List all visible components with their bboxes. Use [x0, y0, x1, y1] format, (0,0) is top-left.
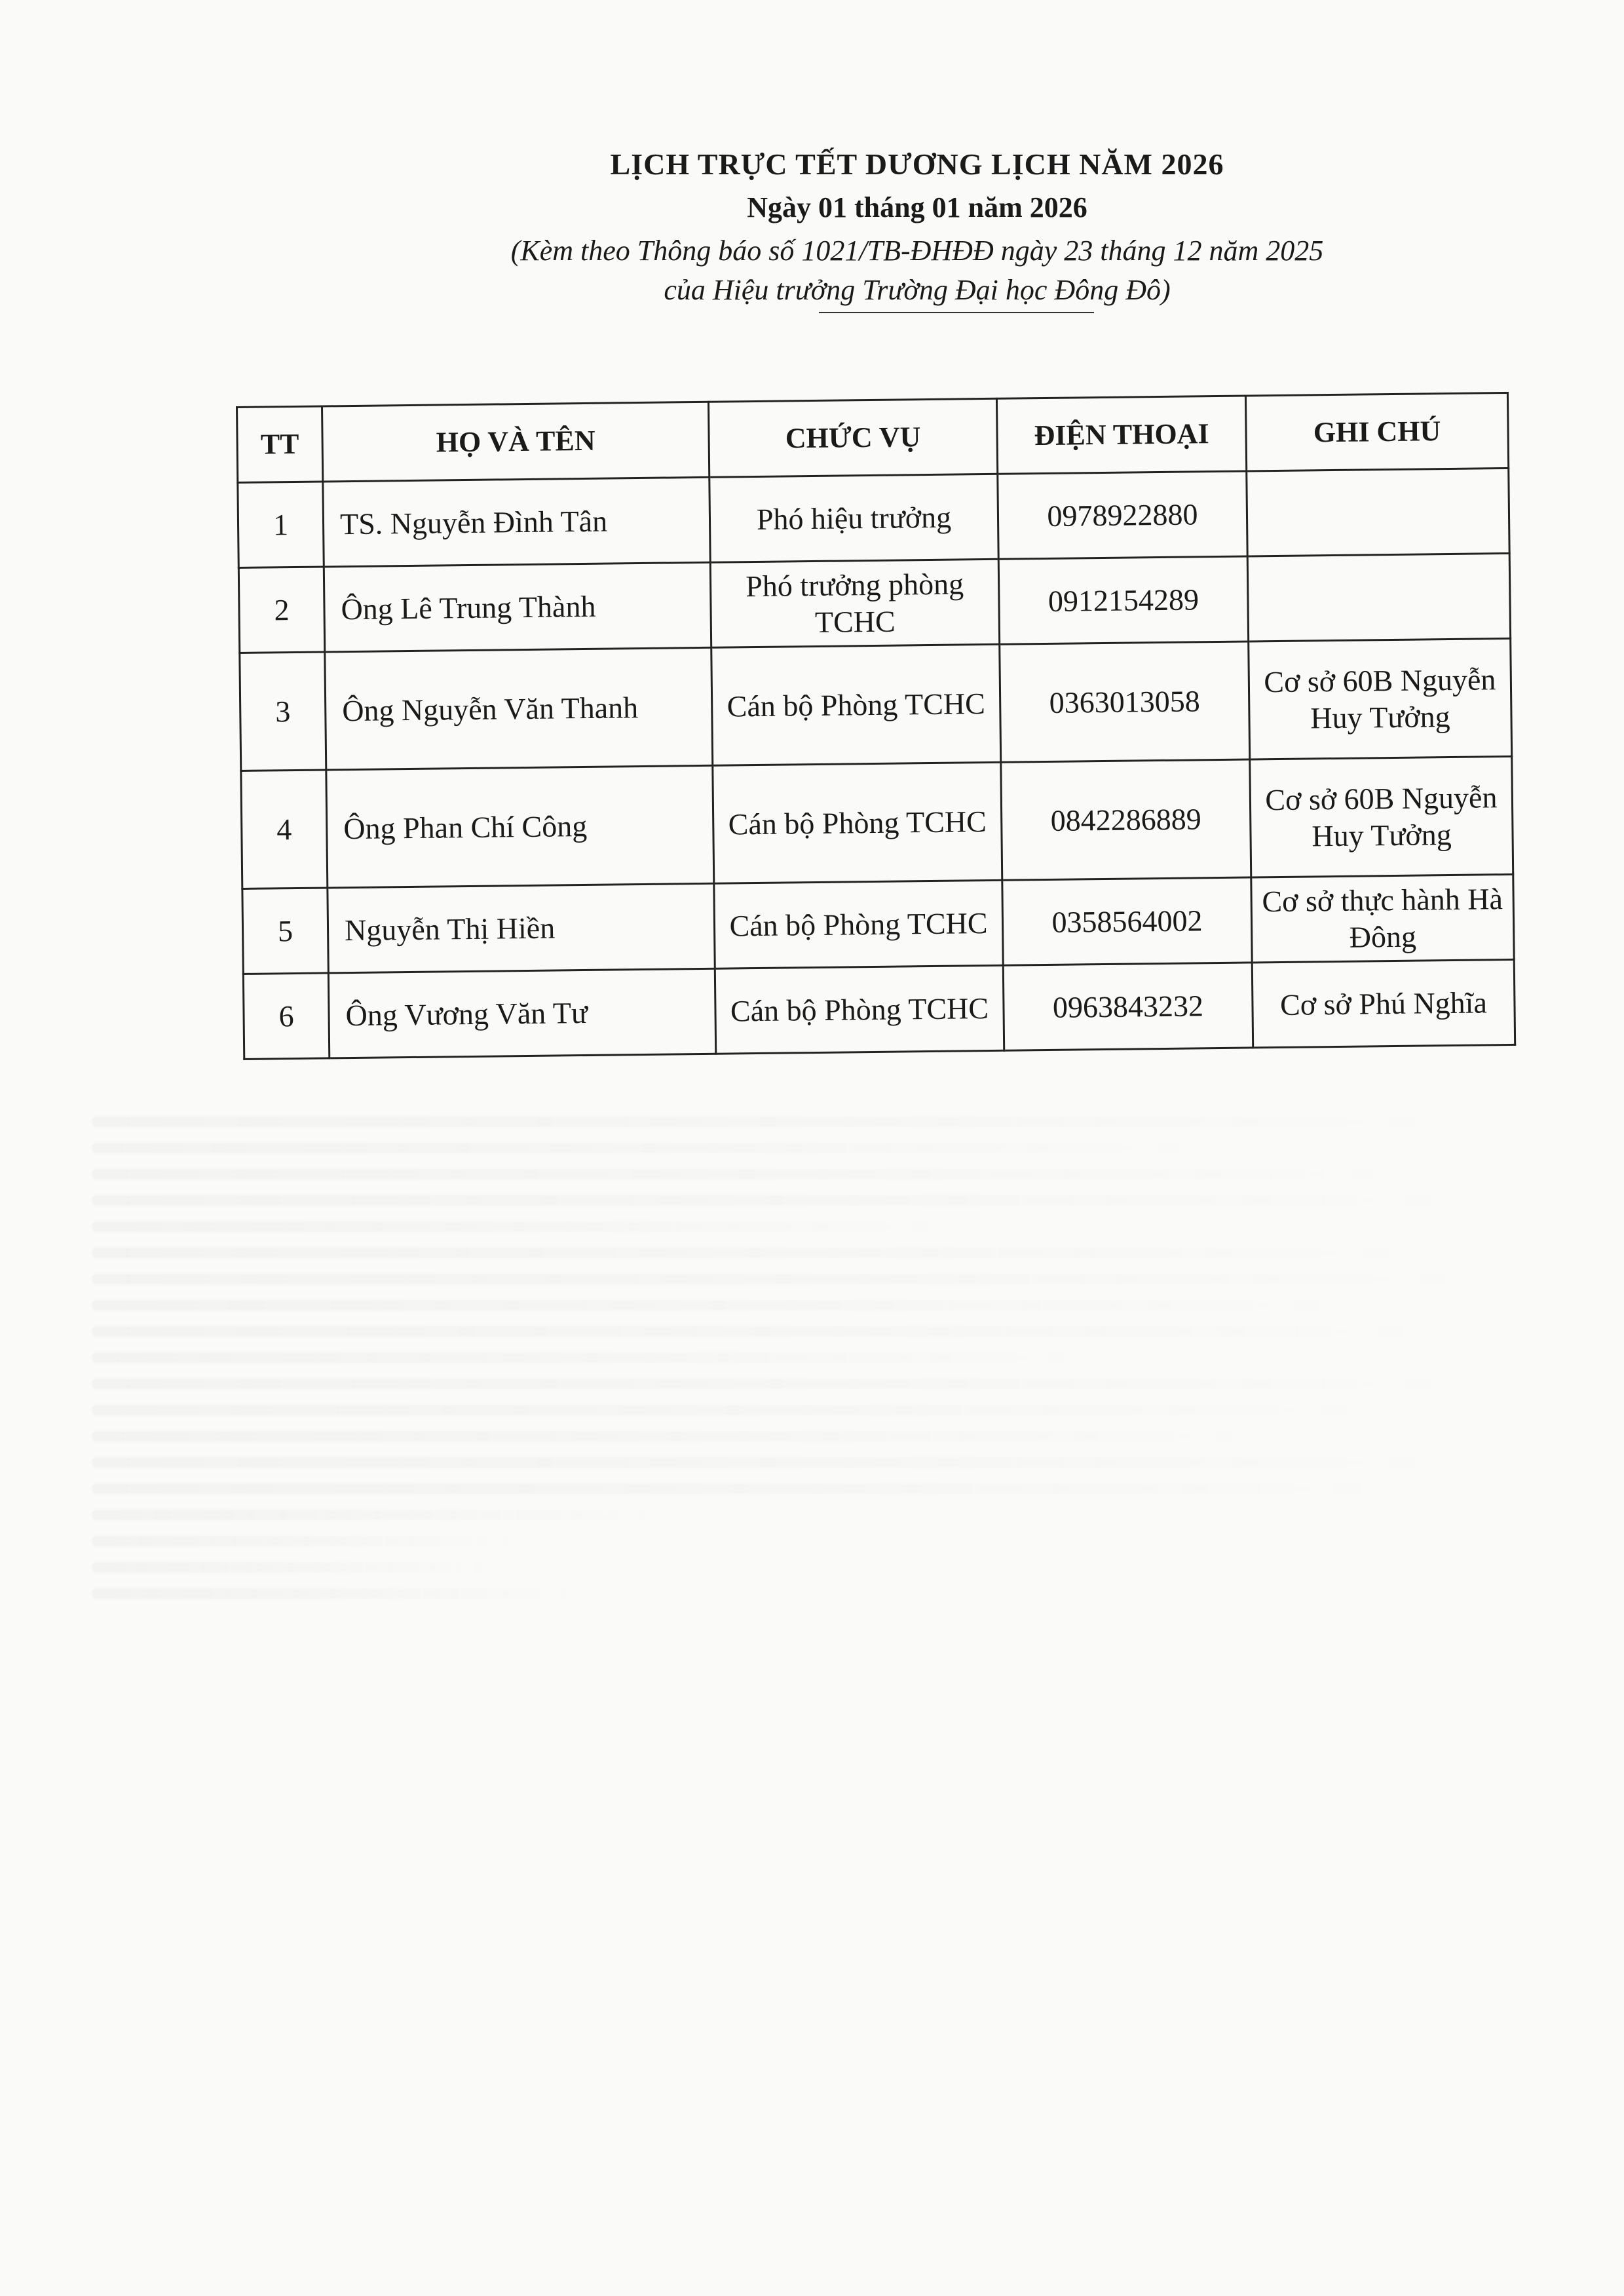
- cell-position: Cán bộ Phòng TCHC: [715, 965, 1004, 1054]
- table-row: [241, 756, 1513, 889]
- table-header-row: [237, 392, 1509, 482]
- table-row: [238, 553, 1510, 653]
- header-position: CHỨC VỤ: [708, 398, 997, 477]
- table-row: [242, 874, 1514, 974]
- document-date: Ngày 01 tháng 01 năm 2026: [747, 191, 1087, 223]
- cell-name: Ông Lê Trung Thành: [324, 562, 711, 652]
- cell-tt: 2: [238, 567, 324, 653]
- cell-position: Cán bộ Phòng TCHC: [713, 762, 1002, 883]
- cell-tt: 5: [242, 888, 328, 974]
- header-underline: [819, 312, 1094, 313]
- cell-note: Cơ sở thực hành Hà Đông: [1251, 874, 1514, 963]
- cell-phone: 0978922880: [998, 471, 1247, 559]
- cell-position: Cán bộ Phòng TCHC: [714, 880, 1003, 968]
- header-phone: ĐIỆN THOẠI: [996, 396, 1246, 474]
- reverse-side-bleed-through: [92, 1101, 1533, 1615]
- cell-name: Nguyễn Thị Hiền: [328, 883, 715, 973]
- table-row: [238, 468, 1509, 567]
- cell-note: Cơ sở 60B Nguyễn Huy Tưởng: [1249, 638, 1512, 759]
- document-reference-issuer: của Hiệu trưởng Trường Đại học Đông Đô): [664, 274, 1171, 306]
- cell-note: [1247, 468, 1509, 556]
- cell-name: Ông Phan Chí Công: [326, 765, 714, 888]
- cell-phone: 0912154289: [998, 556, 1248, 644]
- cell-phone: 0363013058: [1000, 641, 1250, 762]
- cell-position: Cán bộ Phòng TCHC: [711, 644, 1001, 765]
- header-name: HỌ VÀ TÊN: [322, 402, 709, 482]
- cell-position: Phó trưởng phòng TCHC: [710, 559, 999, 647]
- cell-tt: 3: [240, 652, 326, 771]
- cell-note: Cơ sở Phú Nghĩa: [1252, 959, 1515, 1048]
- duty-schedule-table: [236, 392, 1516, 1060]
- cell-name: TS. Nguyễn Đình Tân: [323, 477, 710, 567]
- cell-phone: 0963843232: [1003, 963, 1253, 1050]
- cell-tt: 4: [241, 770, 328, 889]
- document-header: [406, 144, 1428, 313]
- header-note: GHI CHÚ: [1245, 392, 1508, 471]
- cell-phone: 0842286889: [1001, 759, 1251, 880]
- document-reference: (Kèm theo Thông báo số 1021/TB-ĐHĐĐ ngày 23 tháng 12 năm 2025: [510, 235, 1324, 267]
- header-tt: TT: [237, 406, 323, 482]
- cell-tt: 6: [243, 973, 329, 1059]
- table-row: [240, 638, 1512, 771]
- cell-tt: 1: [238, 482, 324, 567]
- document-title: LỊCH TRỰC TẾT DƯƠNG LỊCH NĂM 2026: [610, 147, 1224, 181]
- table-row: [243, 959, 1515, 1059]
- cell-name: Ông Vương Văn Tư: [328, 968, 715, 1058]
- cell-note: [1247, 553, 1510, 641]
- cell-position: Phó hiệu trưởng: [709, 474, 998, 562]
- cell-phone: 0358564002: [1002, 877, 1252, 965]
- cell-note: Cơ sở 60B Nguyễn Huy Tưởng: [1250, 756, 1513, 877]
- cell-name: Ông Nguyễn Văn Thanh: [325, 647, 713, 770]
